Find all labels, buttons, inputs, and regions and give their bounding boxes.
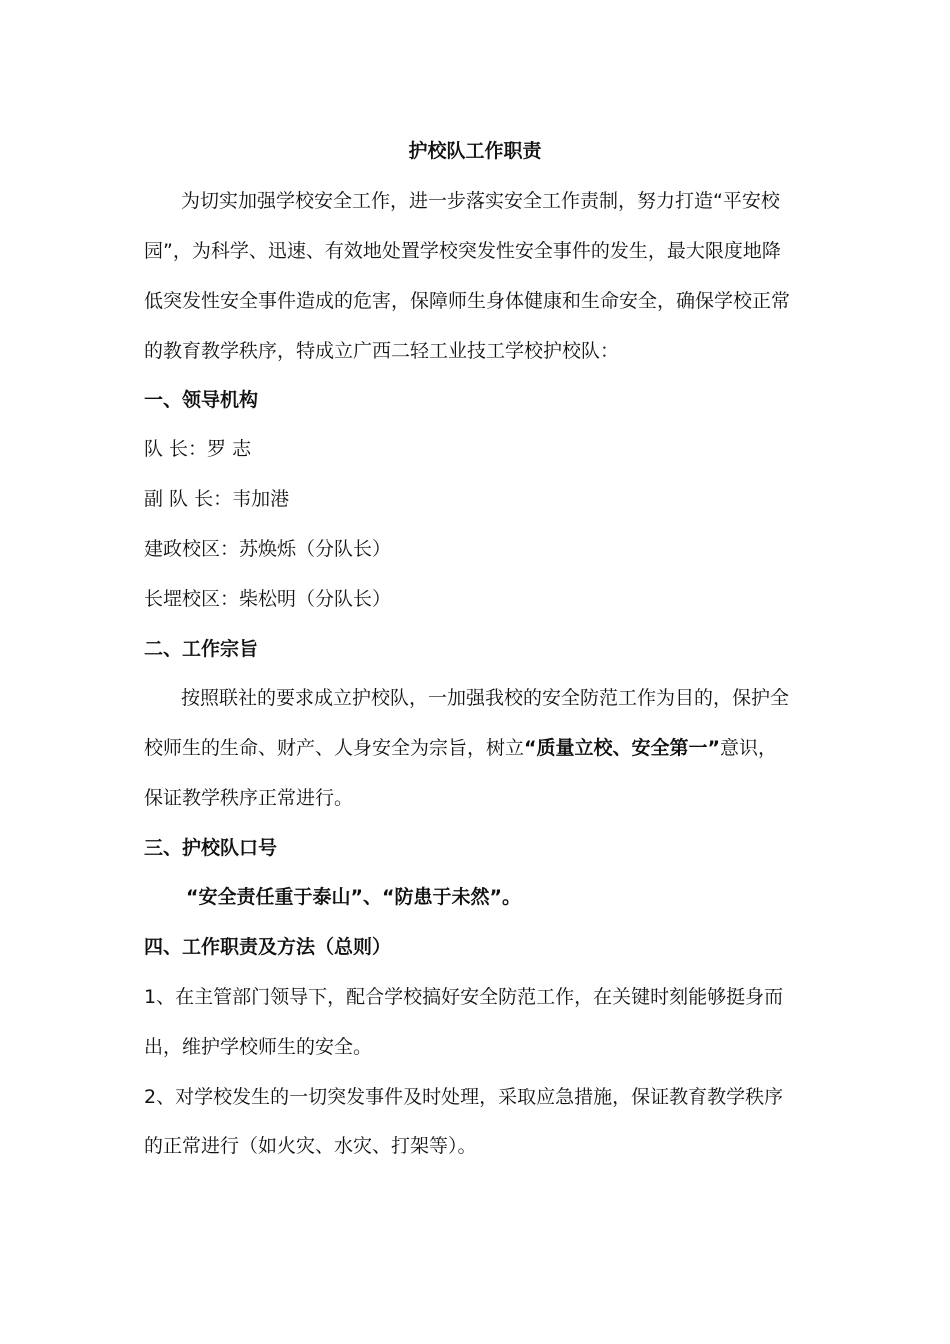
intro-line: 的教育教学秩序，特成立广西二轻工业技工学校护校队： <box>144 340 620 362</box>
section-heading-leadership: 一、领导机构 <box>144 389 259 411</box>
leadership-item: 副 队 长：韦加港 <box>144 488 290 510</box>
purpose-motto: “质量立校、安全第一” <box>524 737 720 759</box>
slogan-text: “安全责任重于泰山”、“防患于未然”。 <box>186 886 521 908</box>
purpose-text: 校师生的生命、财产、人身安全为宗旨，树立 <box>144 737 525 759</box>
purpose-line: 按照联社的要求成立护校队，一加强我校的安全防范工作为目的，保护全 <box>181 687 790 709</box>
intro-line: 为切实加强学校安全工作，进一步落实安全工作责制，努力打造“平安校 <box>181 190 780 212</box>
purpose-line <box>144 736 777 760</box>
purpose-line: 保证教学秩序正常进行。 <box>144 787 354 809</box>
section-heading-purpose: 二、工作宗旨 <box>144 638 259 660</box>
document-title: 护校队工作职责 <box>408 140 542 162</box>
intro-line: 低突发性安全事件造成的危害，保障师生身体健康和生命安全，确保学校正常 <box>144 290 791 312</box>
duty-line: 2、对学校发生的一切突发事件及时处理，采取应急措施，保证教育教学秩序 <box>144 1086 784 1108</box>
intro-line: 园”，为科学、迅速、有效地处置学校突发性安全事件的发生，最大限度地降 <box>144 240 781 262</box>
section-heading-duties: 四、工作职责及方法（总则） <box>144 936 392 958</box>
section-heading-slogan: 三、护校队口号 <box>144 837 278 859</box>
duty-line: 出，维护学校师生的安全。 <box>144 1036 373 1058</box>
duty-line: 1、在主管部门领导下，配合学校搞好安全防范工作，在关键时刻能够挺身而 <box>144 986 784 1008</box>
purpose-text: 意识， <box>720 737 778 759</box>
leadership-item: 长堽校区：柴松明（分队长） <box>144 588 392 610</box>
leadership-item: 建政校区：苏焕烁（分队长） <box>144 538 392 560</box>
duty-line: 的正常进行（如火灾、水灾、打架等）。 <box>144 1135 477 1157</box>
leadership-item: 队 长：罗 志 <box>144 438 252 460</box>
